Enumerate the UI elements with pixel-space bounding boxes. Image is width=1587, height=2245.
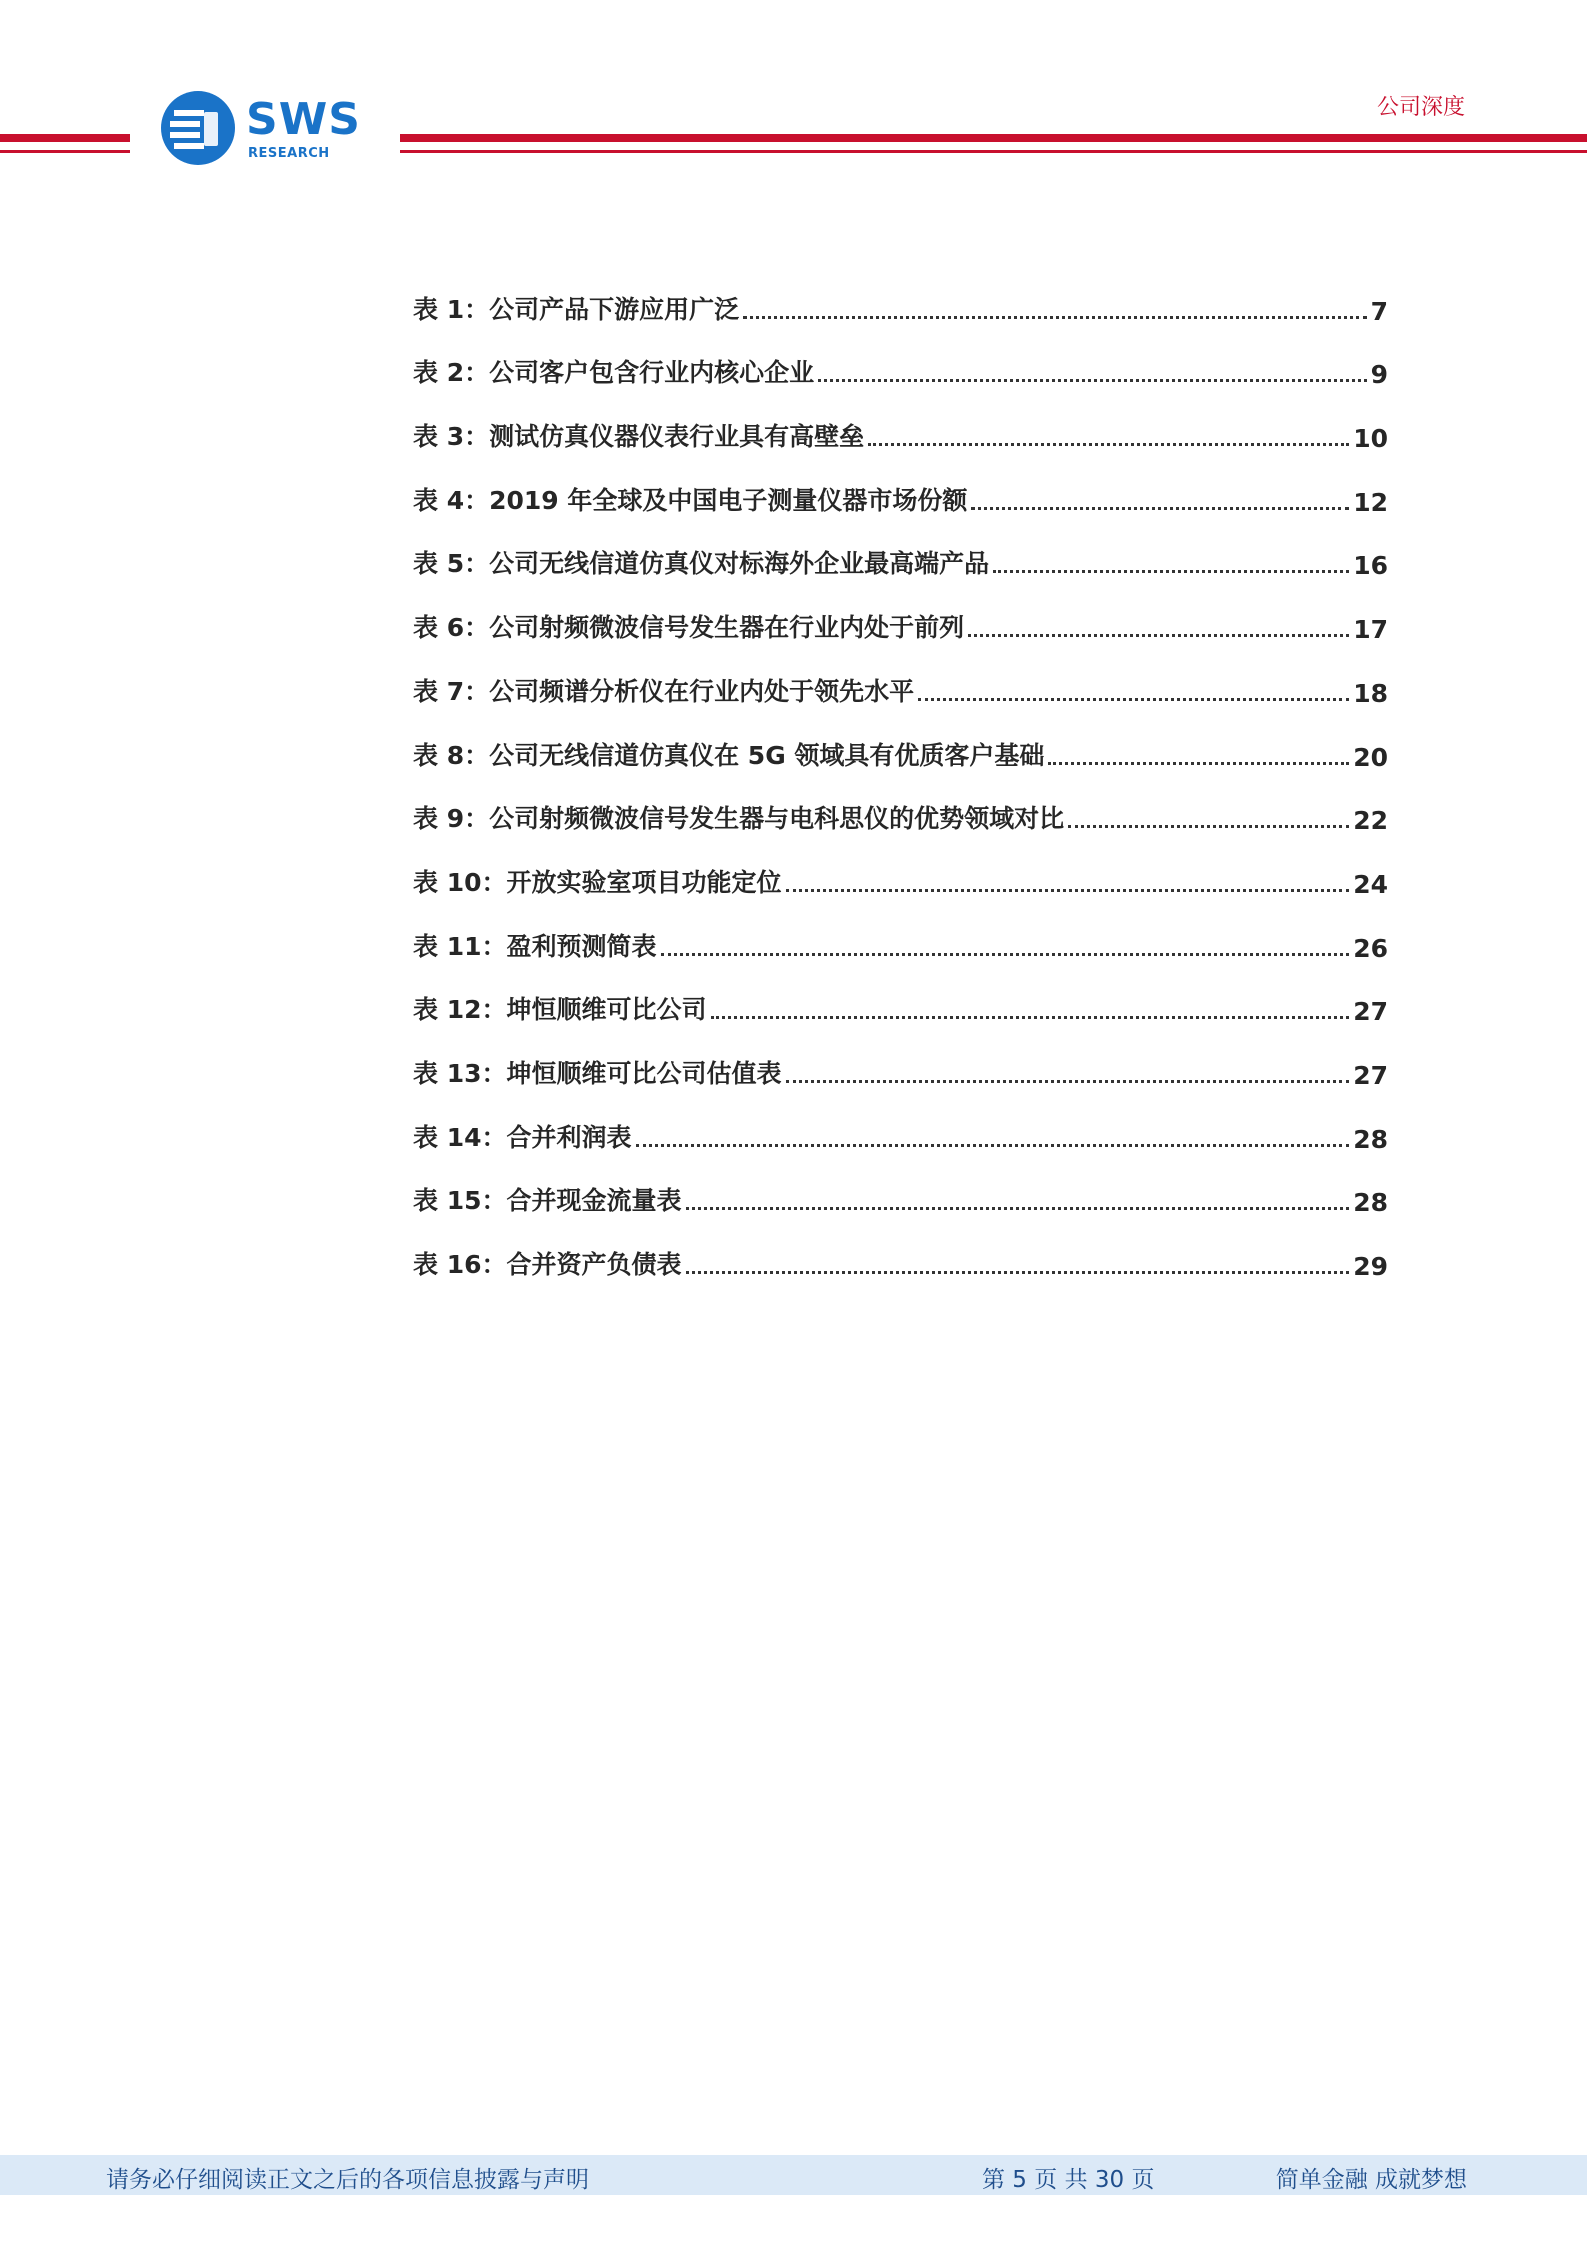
footer-disclaimer: 请务必仔细阅读正文之后的各项信息披露与声明 (106, 2167, 589, 2193)
report-type-label: 公司深度 (1376, 95, 1465, 120)
toc-leader-dots (661, 953, 1350, 956)
toc-entry-page: 10 (1353, 424, 1388, 454)
toc-entry-page: 9 (1370, 360, 1388, 390)
toc-entry[interactable] (413, 644, 1388, 708)
toc-leader-dots (686, 1207, 1350, 1210)
table-of-contents (413, 262, 1388, 1281)
header-rule-right-thin (400, 150, 1587, 153)
toc-entry-page: 29 (1353, 1252, 1388, 1281)
toc-entry-page: 22 (1353, 806, 1388, 836)
toc-entry[interactable] (413, 899, 1388, 963)
toc-entry[interactable] (413, 963, 1388, 1027)
toc-entry-label: 表 10：开放实验室项目功能定位 (413, 867, 782, 897)
footer-page-number: 第 5 页 共 30 页 (982, 2167, 1155, 2193)
toc-entry-label: 表 5：公司无线信道仿真仪对标海外企业最高端产品 (413, 549, 990, 579)
toc-entry-label: 表 8：公司无线信道仿真仪在 5G 领域具有优质客户基础 (413, 740, 1045, 770)
toc-entry-label: 表 3：测试仿真仪器仪表行业具有高壁垒 (413, 422, 865, 452)
toc-entry-page: 26 (1353, 933, 1388, 963)
toc-entry-label: 表 1：公司产品下游应用广泛 (413, 294, 740, 324)
footer-slogan: 简单金融 成就梦想 (1275, 2167, 1467, 2193)
page-footer (0, 2155, 1587, 2195)
toc-entry-label: 表 11：盈利预测简表 (413, 931, 657, 961)
toc-leader-dots (636, 1144, 1350, 1147)
toc-entry[interactable] (413, 1026, 1388, 1090)
toc-entry-page: 20 (1353, 742, 1388, 772)
toc-entry-label: 表 6：公司射频微波信号发生器在行业内处于前列 (413, 613, 965, 643)
toc-leader-dots (968, 634, 1349, 637)
toc-leader-dots (1068, 825, 1349, 828)
toc-leader-dots (686, 1271, 1350, 1274)
toc-entry-page: 24 (1353, 869, 1388, 899)
toc-entry-label: 表 16：合并资产负债表 (413, 1250, 682, 1279)
toc-entry-label: 表 15：合并现金流量表 (413, 1186, 682, 1216)
sws-logo-icon (160, 90, 236, 166)
toc-entry-page: 17 (1353, 615, 1388, 645)
toc-entry-page: 16 (1353, 551, 1388, 581)
toc-entry-label: 表 4：2019 年全球及中国电子测量仪器市场份额 (413, 485, 968, 515)
toc-entry[interactable] (413, 708, 1388, 772)
toc-entry[interactable] (413, 326, 1388, 390)
toc-leader-dots (711, 1016, 1350, 1019)
toc-entry[interactable] (413, 517, 1388, 581)
toc-entry-label: 表 2：公司客户包含行业内核心企业 (413, 358, 815, 388)
toc-entry[interactable] (413, 1217, 1388, 1281)
toc-leader-dots (786, 1080, 1350, 1083)
header-rule-right-thick (400, 134, 1587, 142)
logo-subtext: RESEARCH (248, 146, 330, 161)
toc-entry[interactable] (413, 835, 1388, 899)
toc-entry-label: 表 13：坤恒顺维可比公司估值表 (413, 1058, 782, 1088)
sws-logo (160, 90, 390, 170)
toc-entry-page: 18 (1353, 678, 1388, 708)
toc-entry-label: 表 14：合并利润表 (413, 1122, 632, 1152)
toc-entry-label: 表 7：公司频谱分析仪在行业内处于领先水平 (413, 676, 915, 706)
toc-entry[interactable] (413, 1154, 1388, 1218)
toc-entry-page: 12 (1353, 487, 1388, 517)
toc-leader-dots (918, 698, 1349, 701)
toc-leader-dots (743, 316, 1366, 319)
logo-text: SWS (246, 94, 361, 145)
toc-leader-dots (818, 379, 1366, 382)
toc-entry-page: 27 (1353, 1060, 1388, 1090)
toc-entry[interactable] (413, 389, 1388, 453)
header-rule-left-thin (0, 150, 130, 153)
toc-entry[interactable] (413, 262, 1388, 326)
toc-entry[interactable] (413, 580, 1388, 644)
toc-leader-dots (971, 507, 1349, 510)
toc-leader-dots (993, 570, 1349, 573)
toc-entry-label: 表 9：公司射频微波信号发生器与电科思仪的优势领域对比 (413, 804, 1065, 834)
toc-entry-page: 28 (1353, 1124, 1388, 1154)
toc-entry-page: 28 (1353, 1188, 1388, 1218)
toc-leader-dots (868, 443, 1349, 446)
toc-leader-dots (1048, 762, 1349, 765)
toc-entry-page: 27 (1353, 997, 1388, 1027)
toc-entry-label: 表 12：坤恒顺维可比公司 (413, 995, 707, 1025)
toc-entry[interactable] (413, 1090, 1388, 1154)
toc-entry-page: 7 (1370, 296, 1388, 326)
header-rule-left-thick (0, 134, 130, 142)
toc-leader-dots (786, 889, 1350, 892)
toc-entry[interactable] (413, 453, 1388, 517)
toc-entry[interactable] (413, 772, 1388, 836)
